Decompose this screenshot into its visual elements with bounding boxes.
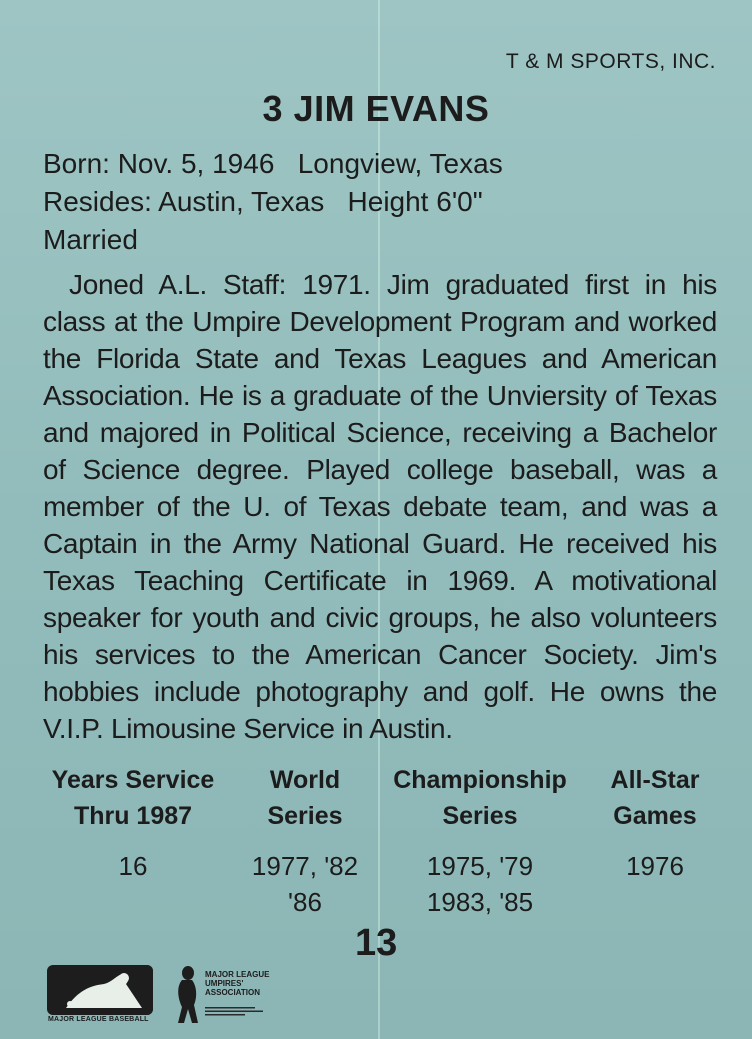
stat-header: World bbox=[269, 766, 341, 794]
bio-born: Born: Nov. 5, 1946 Longview, Texas bbox=[43, 148, 503, 179]
stat-value: 16 bbox=[118, 851, 148, 881]
stat-years-service bbox=[48, 762, 218, 884]
stat-value: 1977, '82 bbox=[251, 851, 359, 881]
mlb-logo-text: MAJOR LEAGUE BASEBALL bbox=[48, 1016, 149, 1023]
stat-value: '86 bbox=[288, 887, 322, 917]
umpires-fine-print-icon bbox=[205, 1006, 267, 1016]
mlb-logo-icon bbox=[46, 964, 154, 1016]
stat-value: 1975, '79 bbox=[426, 851, 534, 881]
umpires-line-1: MAJOR LEAGUE bbox=[205, 970, 270, 979]
umpires-line-3: ASSOCIATION bbox=[205, 988, 260, 997]
stat-header: All-Star bbox=[610, 766, 700, 794]
stat-header: Games bbox=[613, 802, 697, 830]
bio-married: Married bbox=[43, 224, 138, 255]
publisher-label: T & M SPORTS, INC. bbox=[505, 50, 716, 73]
stat-header: Championship bbox=[393, 766, 567, 794]
card-number: 13 bbox=[355, 922, 398, 964]
stat-header: Series bbox=[442, 802, 518, 830]
umpires-association-text bbox=[205, 970, 269, 997]
stat-value: 1976 bbox=[626, 851, 684, 881]
stat-world-series bbox=[235, 762, 375, 920]
umpires-line-2: UMPIRES' bbox=[205, 979, 244, 988]
stat-header: Series bbox=[267, 802, 343, 830]
stat-all-star-games bbox=[590, 762, 720, 884]
stat-header: Thru 1987 bbox=[73, 802, 193, 830]
bio-block bbox=[43, 145, 503, 259]
umpire-figure-icon bbox=[172, 965, 202, 1027]
stat-value: 1983, '85 bbox=[426, 887, 534, 917]
stat-championship-series bbox=[390, 762, 570, 920]
bio-resides: Resides: Austin, Texas Height 6'0" bbox=[43, 186, 483, 217]
card-title: 3 JIM EVANS bbox=[262, 88, 490, 129]
stat-header: Years Service bbox=[51, 766, 215, 794]
biography-paragraph: Joned A.L. Staff: 1971. Jim graduated first in his class at the Umpire Development Program and worked the Florida State and Texas Leagues and American Association. He is a graduate of the Unviersity of Texas and majored in Political Science, receiving a Bachelor of Science degree. Played college baseball, was a member of the U. of Texas debate team, and was a Captain in the Army National Guard. He received his Texas Teaching Certificate in 1969. A motivational speaker for youth and civic groups, he also volunteers his services to the American Cancer Society. Jim's hobbies include photography and golf. He owns the V.I.P. Limousine Service in Austin. bbox=[43, 269, 717, 744]
